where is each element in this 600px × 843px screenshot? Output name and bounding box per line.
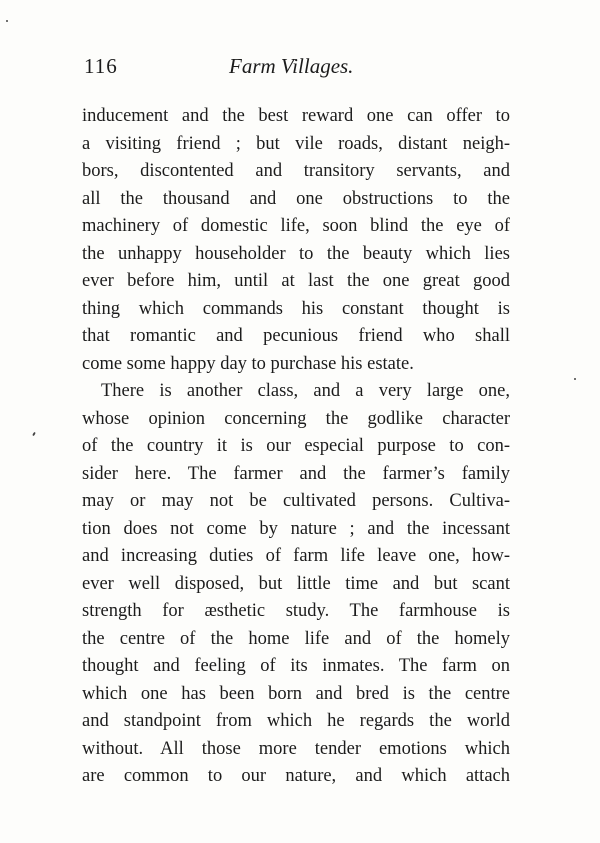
text-line: and standpoint from which he regards the world [82, 711, 510, 731]
text-line: of the country it is our especial purpose to con- [82, 436, 510, 456]
text-line: the centre of the home life and of the homely [82, 628, 510, 649]
text-line: which one has been born and bred is the centre [82, 683, 510, 704]
text-line: machinery of domestic life, soon blind the eye of [82, 216, 510, 236]
body-text [82, 103, 510, 791]
text-line: tion does not come by nature ; and the incessant [82, 518, 510, 539]
text-line: are common to our nature, and which attach [82, 766, 510, 786]
text-line: thing which commands his constant thought is [82, 298, 510, 319]
text-line: all the thousand and one obstructions to the [82, 188, 510, 209]
text-line: strength for æsthetic study. The farmhouse is [82, 601, 510, 621]
text-line: inducement and the best reward one can offer to [82, 106, 510, 126]
scan-speck [6, 20, 8, 22]
text-line: may or may not be cultivated persons. Cultiva- [82, 491, 510, 511]
text-line: that romantic and pecunious friend who shall [82, 326, 510, 346]
paragraph-start-line: There is another class, and a very large one, [101, 381, 510, 401]
text-line: ever well disposed, but little time and but scant [82, 573, 510, 594]
text-line: ever before him, until at last the one great good [82, 271, 510, 291]
scan-speck [574, 378, 576, 380]
text-line: without. All those more tender emotions which [82, 738, 510, 759]
text-line: sider here. The farmer and the farmer’s family [82, 463, 510, 484]
text-line: bors, discontented and transitory servants, and [82, 161, 510, 181]
text-line: and increasing duties of farm life leave one, how- [82, 546, 510, 566]
page-number: 116 [84, 54, 118, 78]
scan-speck [32, 432, 36, 436]
text-line: the unhappy householder to the beauty which lies [82, 243, 510, 264]
running-head [84, 54, 510, 84]
running-title: Farm Villages. [229, 54, 354, 78]
text-line: whose opinion concerning the godlike character [82, 408, 510, 429]
paragraph-end-line: come some happy day to purchase his estate. [82, 353, 414, 374]
text-line: a visiting friend ; but vile roads, distant neigh- [82, 133, 510, 154]
text-line: thought and feeling of its inmates. The farm on [82, 656, 510, 676]
